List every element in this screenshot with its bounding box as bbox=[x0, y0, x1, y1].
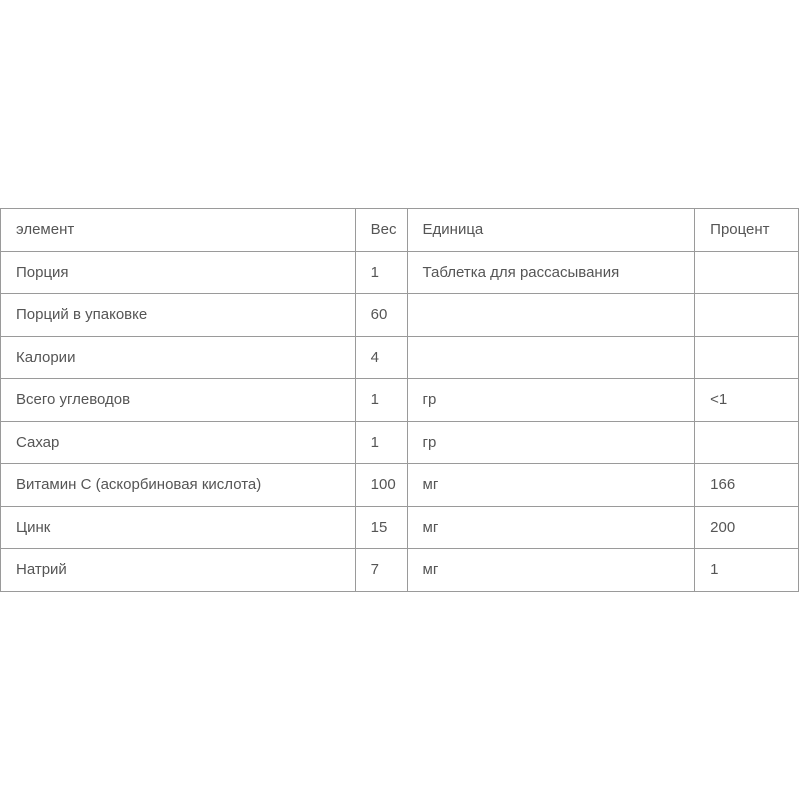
cell-percent: 200 bbox=[695, 506, 799, 549]
table-row bbox=[1, 421, 799, 464]
cell-element: Цинк bbox=[1, 506, 356, 549]
cell-percent bbox=[695, 294, 799, 337]
cell-weight: 60 bbox=[355, 294, 407, 337]
cell-unit: Таблетка для рассасывания bbox=[407, 251, 695, 294]
cell-weight: 100 bbox=[355, 464, 407, 507]
cell-weight: 1 bbox=[355, 421, 407, 464]
cell-element: Порций в упаковке bbox=[1, 294, 356, 337]
cell-unit bbox=[407, 336, 695, 379]
cell-percent: 166 bbox=[695, 464, 799, 507]
cell-percent bbox=[695, 421, 799, 464]
table-row bbox=[1, 336, 799, 379]
table-row bbox=[1, 379, 799, 422]
table-header-row bbox=[1, 209, 799, 252]
table-row bbox=[1, 294, 799, 337]
cell-element: Калории bbox=[1, 336, 356, 379]
nutrition-table bbox=[0, 208, 799, 592]
cell-weight: 7 bbox=[355, 549, 407, 592]
cell-unit: гр bbox=[407, 379, 695, 422]
header-element: элемент bbox=[1, 209, 356, 252]
cell-unit: мг bbox=[407, 506, 695, 549]
cell-unit: мг bbox=[407, 464, 695, 507]
cell-weight: 15 bbox=[355, 506, 407, 549]
cell-element: Витамин С (аскорбиновая кислота) bbox=[1, 464, 356, 507]
cell-element: Натрий bbox=[1, 549, 356, 592]
cell-unit bbox=[407, 294, 695, 337]
cell-weight: 1 bbox=[355, 379, 407, 422]
cell-element: Всего углеводов bbox=[1, 379, 356, 422]
cell-element: Порция bbox=[1, 251, 356, 294]
header-unit: Единица bbox=[407, 209, 695, 252]
header-weight: Вес bbox=[355, 209, 407, 252]
table-row bbox=[1, 251, 799, 294]
table-row bbox=[1, 464, 799, 507]
cell-percent bbox=[695, 336, 799, 379]
cell-percent: <1 bbox=[695, 379, 799, 422]
cell-unit: мг bbox=[407, 549, 695, 592]
cell-percent: 1 bbox=[695, 549, 799, 592]
table-row bbox=[1, 549, 799, 592]
cell-element: Сахар bbox=[1, 421, 356, 464]
header-percent: Процент bbox=[695, 209, 799, 252]
table-row bbox=[1, 506, 799, 549]
cell-unit: гр bbox=[407, 421, 695, 464]
cell-percent bbox=[695, 251, 799, 294]
cell-weight: 1 bbox=[355, 251, 407, 294]
cell-weight: 4 bbox=[355, 336, 407, 379]
